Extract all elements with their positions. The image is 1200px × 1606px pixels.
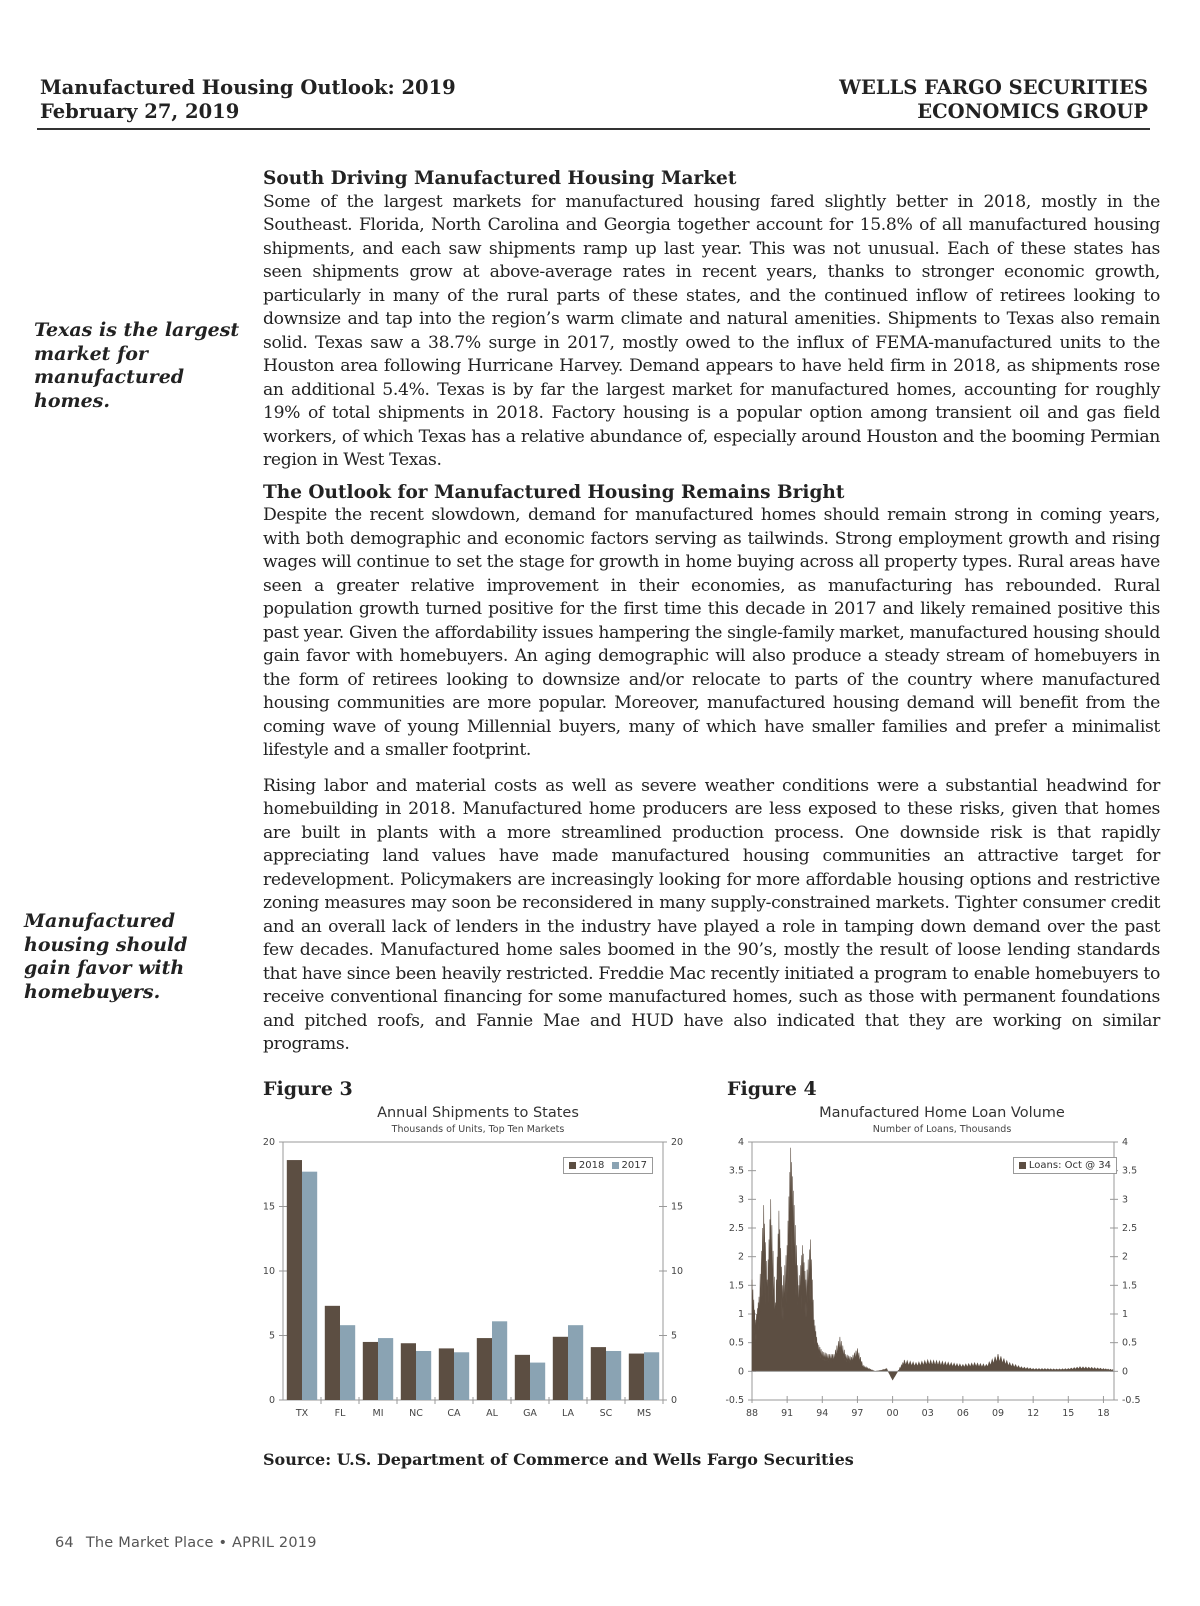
legend-swatch-2018 (569, 1162, 576, 1169)
chart-legend: Loans: Oct @ 34 (1013, 1157, 1117, 1174)
report-header-right (839, 76, 1148, 124)
legend-swatch-loans (1019, 1162, 1026, 1169)
svg-text:-0.5: -0.5 (1122, 1395, 1141, 1406)
loan-volume-area-chart (727, 1105, 1157, 1425)
report-title: Manufactured Housing Outlook: 2019 (40, 76, 456, 99)
publication-name: The Market Place • APRIL 2019 (85, 1535, 317, 1551)
area-chart-plot (727, 1105, 1157, 1425)
svg-text:AL: AL (486, 1408, 498, 1419)
svg-text:SC: SC (599, 1408, 613, 1419)
svg-text:NC: NC (409, 1408, 423, 1419)
bar-chart-plot (263, 1105, 693, 1425)
svg-text:2: 2 (1122, 1251, 1129, 1263)
svg-text:0: 0 (1122, 1366, 1129, 1378)
section-heading-south: South Driving Manufactured Housing Market (263, 168, 737, 189)
svg-text:06: 06 (956, 1408, 969, 1419)
svg-text:10: 10 (671, 1266, 684, 1277)
svg-text:FL: FL (334, 1408, 346, 1419)
svg-text:20: 20 (262, 1137, 275, 1148)
svg-text:3: 3 (1122, 1194, 1129, 1206)
paragraph-south: Some of the largest markets for manufactured housing fared slightly better in 2018, mostly in the Southeast. Florida, North Carolina and Georgia together account for 15.8% of all manufactured housing shipments, and each saw shipments ramp up last year. This was not unusual. Each of these states has seen shipments grow at above-average rates in recent years, thanks to stronger economic growth, particularly in many of the rural parts of these states, and the continued inflow of retirees looking to downsize and tap into the region’s warm climate and natural amenities. Shipments to Texas also remain solid. Texas saw a 38.7% surge in 2017, mostly owed to the influx of FEMA-manufactured units to the Houston area following Hurricane Harvey. Demand appears to have held firm in 2018, as shipments rose an additional 5.4%. Texas is by far the largest market for manufactured homes, accounting for roughly 19% of total shipments in 2018. Factory housing is a popular option among transient oil and gas field workers, of which Texas has a relative abundance of, especially around Houston and the booming Permian region in West Texas. (263, 191, 1160, 470)
article-body (263, 167, 1160, 1069)
svg-text:03: 03 (921, 1408, 934, 1419)
svg-text:0: 0 (737, 1366, 744, 1378)
sidebar-note-homebuyers: Manufactured housing should gain favor with homebuyers. (24, 910, 188, 1003)
svg-text:1: 1 (737, 1309, 744, 1320)
svg-text:0: 0 (268, 1395, 275, 1406)
svg-text:0: 0 (671, 1395, 678, 1406)
svg-text:15: 15 (671, 1201, 684, 1213)
header-divider (37, 128, 1150, 130)
svg-text:2.5: 2.5 (728, 1223, 744, 1234)
svg-text:GA: GA (523, 1408, 537, 1419)
chart-subtitle: Number of Loans, Thousands (872, 1124, 1012, 1135)
svg-text:00: 00 (886, 1408, 899, 1419)
svg-text:MI: MI (372, 1408, 384, 1419)
svg-text:20: 20 (671, 1137, 684, 1148)
svg-text:10: 10 (262, 1266, 275, 1277)
svg-text:3.5: 3.5 (1122, 1165, 1138, 1177)
svg-text:94: 94 (816, 1408, 829, 1419)
svg-text:5: 5 (268, 1330, 275, 1342)
page-footer (55, 1535, 317, 1551)
svg-text:CA: CA (447, 1408, 461, 1419)
svg-text:TX: TX (295, 1408, 309, 1419)
svg-text:15: 15 (262, 1201, 275, 1213)
svg-text:18: 18 (1097, 1408, 1110, 1419)
svg-text:4: 4 (737, 1137, 744, 1148)
svg-text:09: 09 (991, 1408, 1005, 1419)
svg-text:1.5: 1.5 (728, 1280, 744, 1292)
chart-title: Annual Shipments to States (377, 1105, 579, 1121)
chart-subtitle: Thousands of Units, Top Ten Markets (391, 1124, 565, 1135)
svg-text:0.5: 0.5 (728, 1337, 744, 1349)
svg-text:91: 91 (781, 1408, 794, 1419)
svg-text:-0.5: -0.5 (725, 1395, 744, 1406)
svg-text:12: 12 (1027, 1408, 1040, 1419)
svg-text:4: 4 (1122, 1137, 1129, 1148)
paragraph-outlook-1: Despite the recent slowdown, demand for manufactured homes should remain strong in coming years, with both demographic and economic factors serving as tailwinds. Strong employment growth and rising wages will continue to set the stage for growth in home buying across all property types. Rural areas have seen a greater relative improvement in their economies, as manufacturing has rebounded. Rural population growth turned positive for the first time this decade in 2017 and likely remained positive this past year. Given the affordability issues hampering the single-family market, manufactured housing should gain favor with homebuyers. An aging demographic will also produce a steady stream of homebuyers in the form of retirees looking to downsize and/or relocate to parts of the country where manufactured housing communities are more popular. Moreover, manufactured housing demand will benefit from the coming wave of young Millennial buyers, many of which have smaller families and prefer a minimalist lifestyle and a smaller footprint. (263, 505, 1161, 760)
org-name-line1: WELLS FARGO SECURITIES (839, 76, 1148, 99)
figure-4-label: Figure 4 (727, 1078, 817, 1100)
paragraph-outlook-2: Rising labor and material costs as well as severe weather conditions were a substantial headwind for homebuilding in 2018. Manufactured home producers are less exposed to these risks, given that homes are built in plants with a more streamlined production process. One downside risk is that rapidly appreciating land values have made manufactured housing communities an attractive target for redevelopment. Policymakers are increasingly looking for more affordable housing options and restrictive zoning measures may soon be reconsidered in many supply-constrained markets. Tighter consumer credit and an overall lack of lenders in the industry have played a role in tamping down demand over the past few decades. Manufactured home sales boomed in the 90’s, mostly the result of loose lending standards that have since been heavily restricted. Freddie Mac recently initiated a program to enable homebuyers to receive conventional financing for some manufactured homes, such as those with permanent foundations and pitched roofs, and Fannie Mae and HUD have also indicated that they are working on similar programs. (263, 775, 1160, 1054)
svg-text:3: 3 (737, 1194, 744, 1206)
figure-source: Source: U.S. Department of Commerce and Wells Fargo Securities (263, 1450, 854, 1469)
svg-text:5: 5 (671, 1330, 678, 1342)
chart-legend: 2018 2017 (563, 1157, 653, 1174)
svg-text:97: 97 (851, 1408, 864, 1419)
svg-text:3.5: 3.5 (728, 1165, 744, 1177)
svg-text:2.5: 2.5 (1122, 1223, 1138, 1234)
svg-text:1.5: 1.5 (1122, 1280, 1138, 1292)
svg-text:1: 1 (1122, 1309, 1129, 1320)
svg-text:0.5: 0.5 (1122, 1337, 1138, 1349)
svg-text:15: 15 (1062, 1408, 1075, 1419)
svg-text:MS: MS (636, 1408, 652, 1419)
sidebar-note-texas: Texas is the largest market for manufactured homes. (34, 319, 240, 412)
page-number: 64 (55, 1535, 74, 1551)
figure-3-label: Figure 3 (263, 1078, 353, 1100)
shipments-bar-chart (263, 1105, 693, 1425)
section-heading-outlook: The Outlook for Manufactured Housing Remains Bright (263, 481, 845, 503)
report-date: February 27, 2019 (40, 100, 240, 123)
org-name-line2: ECONOMICS GROUP (917, 100, 1148, 123)
svg-text:2: 2 (737, 1251, 744, 1263)
svg-text:88: 88 (745, 1408, 759, 1419)
chart-title: Manufactured Home Loan Volume (819, 1105, 1065, 1121)
report-header-left (40, 76, 456, 124)
legend-swatch-2017 (612, 1162, 619, 1169)
svg-text:LA: LA (561, 1408, 575, 1419)
